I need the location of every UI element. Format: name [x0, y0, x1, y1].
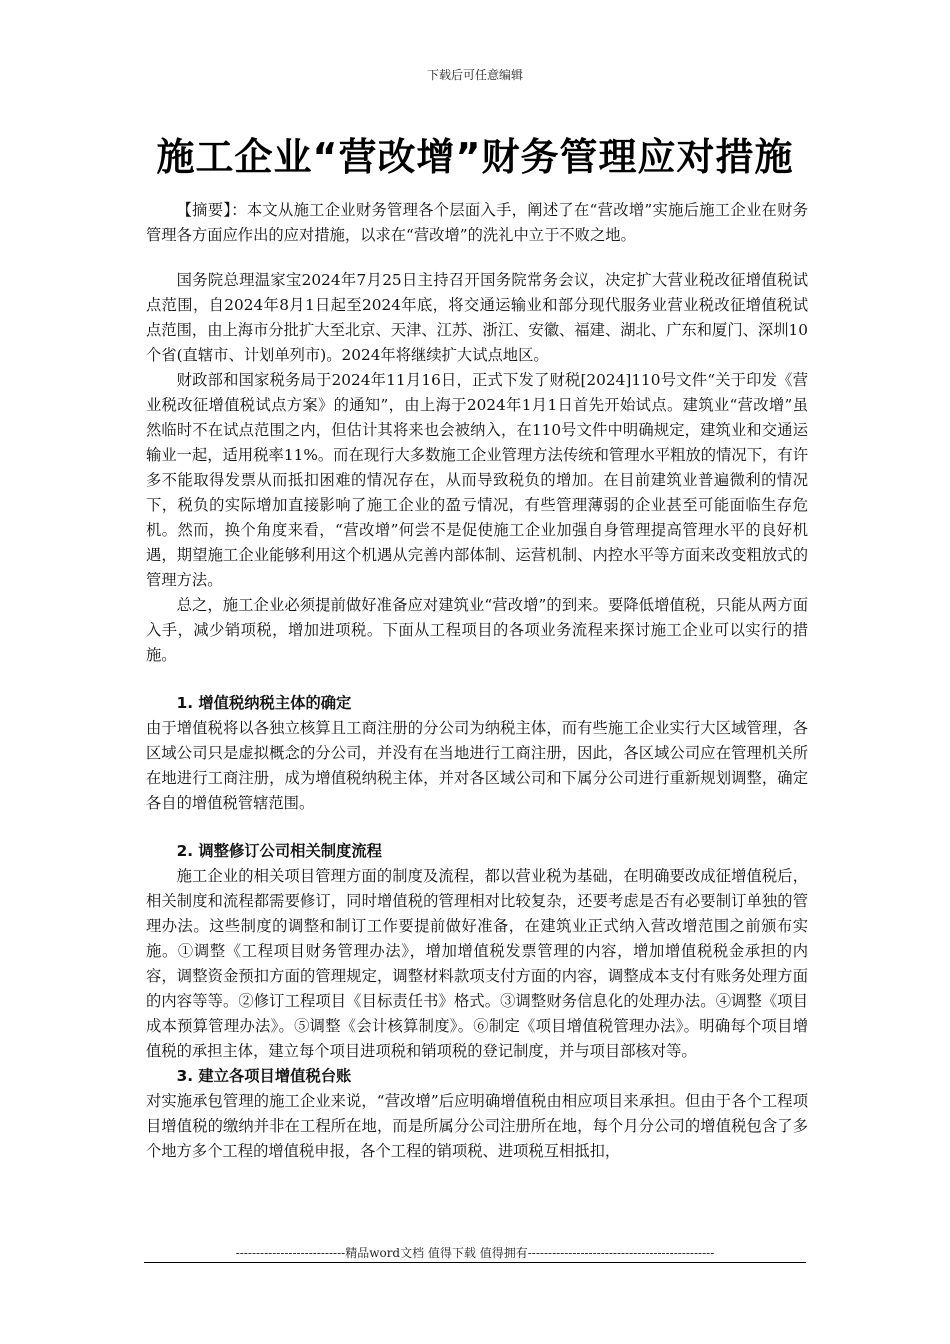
section-2-heading: 2. 调整修订公司相关制度流程 [176, 842, 382, 860]
spacer [146, 248, 808, 268]
section-3-heading: 3. 建立各项目增值税台账 [176, 1067, 352, 1085]
intro-paragraph-1: 国务院总理温家宝2024年7月25日主持召开国务院常务会议，决定扩大营业税改征增值税试点范围，自2024年8月1日起至2024年底，将交通运输业和部分现代服务业营业税改征增值税试点范围，由上海市分批扩大至北京、天津、江苏、浙江、安徽、福建、湖北、广东和厦门、深圳10个省(直辖市、计划单列市)。2024年将继续扩大试点地区。 [146, 271, 808, 364]
section-1-heading: 1. 增值税纳税主体的确定 [176, 694, 352, 712]
header-note: 下载后可任意编辑 [426, 68, 523, 82]
intro-paragraph-2: 财政部和国家税务局于2024年11月16日，正式下发了财税[2024]110号文件“关于印发《营业税改征增值税试点方案》的通知”，由上海于2024年1月1日首先开始试点。建筑业“营改增”虽然临时不在试点范围之内，但估计其将来也会被纳入，在110号文件中明确规定，建筑业和交通运输业一起，适用税率11%。而在现行大多数施工企业管理方法传统和管理水平粗放的情况下，有许多不能取得发票从而抵扣困难的情况存在，从而导致税负的增加。在目前建筑业普遍微利的情况下，税负的实际增加直接影响了施工企业的盈亏情况，有些管理薄弱的企业甚至可能面临生存危机。然而，换个角度来看，“营改增”何尝不是促使施工企业加强自身管理提高管理水平的良好机遇，期望施工企业能够利用这个机遇从完善内部体制、运营机制、内控水平等方面来改变粗放式的管理方法。 [146, 371, 808, 589]
document-body [146, 198, 808, 1164]
spacer [146, 816, 808, 839]
document-title: 施工企业“营改增”财务管理应对措施 [156, 135, 794, 179]
spacer [146, 668, 808, 691]
section-1-body: 由于增值税将以各独立核算且工商注册的分公司为纳税主体，而有些施工企业实行大区域管理，各区域公司只是虚拟概念的分公司，并没有在当地进行工商注册，因此，各区域公司应在管理机关所在地进行工商注册，成为增值税纳税主体，并对各区域公司和下属分公司进行重新规划调整，确定各自的增值税管辖范围。 [146, 719, 808, 812]
section-3-body: 对实施承包管理的施工企业来说，“营改增”后应明确增值税由相应项目来承担。但由于各个工程项目增值税的缴纳并非在工程所在地，而是所属分公司注册所在地，每个月分公司的增值税包含了多个地方多个工程的增值税申报，各个工程的销项税、进项税互相抵扣， [146, 1092, 808, 1160]
abstract-paragraph: 【摘要】：本文从施工企业财务管理各个层面入手，阐述了在“营改增”实施后施工企业在财务管理各方面应作出的应对措施，以求在“营改增”的洗礼中立于不败之地。 [146, 201, 808, 244]
intro-paragraph-3: 总之，施工企业必须提前做好准备应对建筑业“营改增”的到来。要降低增值税，只能从两方面入手，减少销项税，增加进项税。下面从工程项目的各项业务流程来探讨施工企业可以实行的措施。 [146, 596, 808, 664]
section-2-body: 施工企业的相关项目管理方面的制度及流程，都以营业税为基础，在明确要改成征增值税后，相关制度和流程都需要修订，同时增值税的管理相对比较复杂，还要考虑是否有必要制订单独的管理办法。这些制度的调整和制订工作要提前做好准备，在建筑业正式纳入营改增范围之前颁布实施。①调整《工程项目财务管理办法》，增加增值税发票管理的内容，增加增值税税金承担的内容，调整资金预扣方面的管理规定，调整材料款项支付方面的内容，调整成本支付有账务处理方面的内容等等。②修订工程项目《目标责任书》格式。③调整财务信息化的处理办法。④调整《项目成本预算管理办法》。⑤调整《会计核算制度》。⑥制定《项目增值税管理办法》。明确每个项目增值税的承担主体，建立每个项目进项税和销项税的登记制度，并与项目部核对等。 [146, 867, 808, 1060]
footer-text: ---------------------------精品word文档 值得下载 值得拥有---------------------------------------------- [235, 1246, 715, 1260]
footer-rule [144, 1262, 806, 1263]
